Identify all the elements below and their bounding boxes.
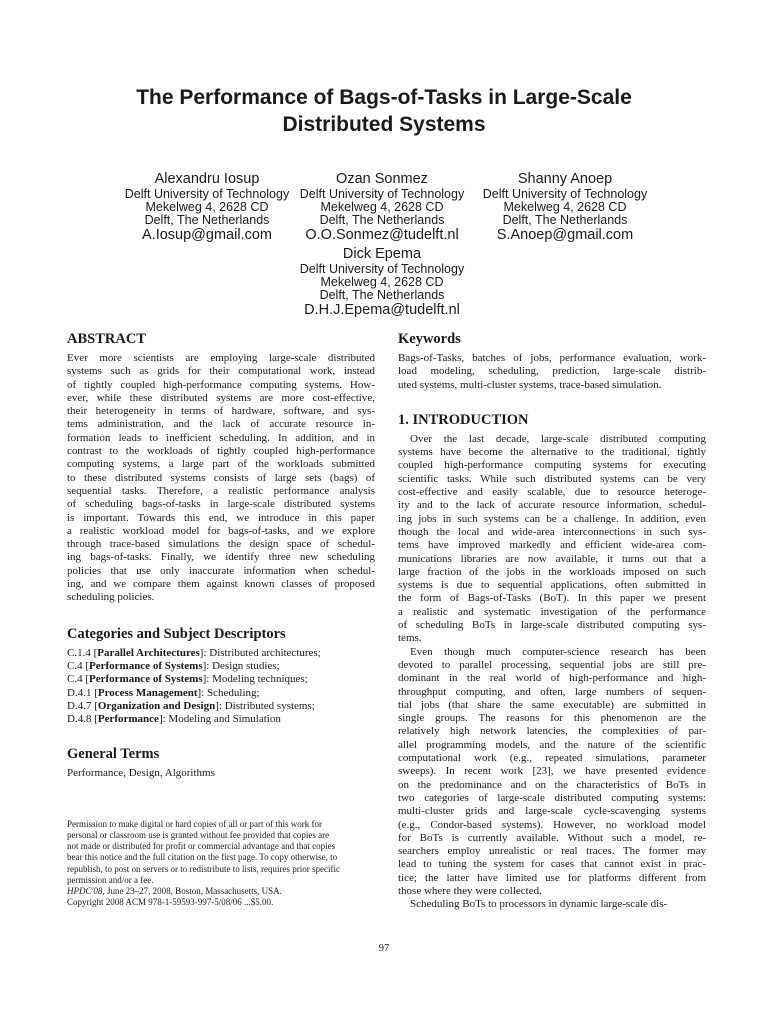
author-address: Mekelweg 4, 2628 CD: [503, 200, 627, 214]
author-affiliation: Delft University of Technology: [299, 187, 465, 201]
intro-line: systems is due to sequential applications, often submitted in: [398, 579, 706, 592]
permission-notice: [67, 819, 375, 909]
intro-line: on the predominance and on the characteristics of BoTs in: [398, 778, 706, 791]
abstract-line: ing bags-of-tasks. Finally, we identify three new scheduling: [67, 551, 375, 564]
author-address: Mekelweg 4, 2628 CD: [320, 275, 444, 289]
intro-line: systems have become the alternative to the traditional, tightly: [398, 446, 706, 459]
intro-line: for BoTs is currently available. Without such a model, re-: [398, 831, 706, 844]
abstract-line: Ever more scientists are employing large-scale distributed: [67, 352, 375, 364]
left-column: [67, 330, 375, 908]
intro-line: a realistic and systematic investigation of the performance: [398, 605, 706, 618]
author-name: Alexandru Iosup: [154, 171, 260, 187]
page-number: 97: [378, 943, 390, 954]
intro-line: the form of Bags-of-Tasks (BoT). In this paper we present: [398, 592, 706, 605]
author-email: O.O.Sonmez@tudelft.nl: [305, 227, 459, 243]
intro-line: munications libraries are now available, it turns out that a: [398, 552, 706, 565]
intro-line: (e.g., Condor-based systems). However, no workload model: [398, 818, 706, 831]
intro-line: lead to tuning the system for cases that cannot exist in prac-: [398, 858, 706, 871]
intro-line: tial jobs (that share the same executable) are submitted in: [398, 698, 706, 711]
intro-line: computational work (e.g., repeated simulations, parameter: [398, 752, 706, 765]
author-city: Delft, The Netherlands: [502, 213, 628, 227]
abstract-line: a realistic workload model for bags-of-tasks, and we explore: [67, 524, 375, 537]
abstract-heading: ABSTRACT: [67, 331, 146, 347]
intro-line: devoted to parallel processing, sequential jobs are still pre-: [398, 658, 706, 671]
intro-line: Scheduling BoTs to processors in dynamic large-scale dis-: [410, 898, 668, 911]
category-item: D.4.8 [Performance]: Modeling and Simulation: [67, 713, 281, 726]
intro-line: ing jobs in such systems can be a challenge. In addition, even: [398, 512, 706, 525]
abstract-line: of tightly coupled high-performance computing systems. How-: [67, 378, 375, 391]
abstract-line: sequential tasks. Therefore, a realistic performance analysis: [67, 484, 375, 497]
intro-line: dominant in the real world of high-performance and high-: [398, 672, 706, 685]
intro-line: coupled high-performance computing systems for executing: [398, 459, 706, 472]
author-city: Delft, The Netherlands: [319, 288, 445, 302]
author-affiliation: Delft University of Technology: [482, 187, 648, 201]
abstract-text: [67, 352, 375, 605]
intro-line: ity and to the lack of accurate resource information, schedul-: [398, 499, 706, 512]
abstract-line: their heterogeneity in terms of hardware, software, and sys-: [67, 405, 375, 418]
right-column: [398, 330, 706, 912]
category-item: C.4 [Performance of Systems]: Design studies;: [67, 659, 280, 672]
intro-line: scientific tasks. While such distributed systems can be very: [398, 472, 706, 485]
intro-line: throughput computing, and often, large numbers of sequen-: [398, 685, 706, 698]
abstract-line: computing systems, a large part of the workloads submitted: [67, 458, 375, 471]
venue-line: HPDC'08, June 23–27, 2008, Boston, Massachusetts, USA.: [67, 885, 282, 896]
author-name: Dick Epema: [342, 246, 422, 262]
categories-list: [67, 647, 375, 727]
author-block: [112, 170, 302, 243]
author-block: [287, 245, 477, 318]
title-line-1: The Performance of Bags-of-Tasks in Large-Scale: [136, 86, 632, 109]
abstract-line: tems administration, and the lack of accurate resource in-: [67, 418, 375, 431]
intro-line: cost-effective and easily scalable, due to resource heteroge-: [398, 486, 706, 499]
intro-line: searchers employ unrealistic or real traces. The former may: [398, 845, 706, 858]
introduction-heading: 1. INTRODUCTION: [398, 411, 529, 428]
introduction-text: [398, 433, 706, 912]
intro-line: those where they were collected.: [398, 884, 542, 897]
author-name: Ozan Sonmez: [336, 171, 428, 187]
keywords-line: Bags-of-Tasks, batches of jobs, performance evaluation, work-: [398, 352, 706, 364]
category-item: D.4.7 [Organization and Design]: Distributed systems;: [67, 699, 315, 712]
permission-line: bear this notice and the full citation on the first page. To copy otherwise, to: [67, 852, 338, 863]
intro-line: of scheduling BoTs in large-scale distributed computing sys-: [398, 619, 706, 632]
keywords-heading: Keywords: [398, 331, 461, 347]
intro-line: tems.: [398, 632, 422, 645]
permission-line: personal or classroom use is granted without fee provided that copies are: [67, 829, 330, 840]
intro-line: though the local and wide-area interconnections in such sys-: [398, 525, 706, 538]
abstract-line: systems such as grids for their computational work, instead: [67, 365, 375, 378]
permission-line: permission and/or a fee.: [67, 874, 154, 885]
author-city: Delft, The Netherlands: [319, 213, 445, 227]
intro-line: allel programming models, and the nature of the scientific: [398, 738, 706, 751]
author-block: [470, 170, 660, 243]
abstract-line: policies that use only inaccurate information when schedul-: [67, 564, 375, 577]
intro-line: Over the last decade, large-scale distributed computing: [410, 432, 706, 445]
abstract-line: of scheduling bags-of-tasks in large-scale distributed systems: [67, 498, 375, 511]
abstract-line: through trace-based simulations the design space of schedul-: [67, 538, 375, 551]
category-item: C.4 [Performance of Systems]: Modeling techniques;: [67, 673, 308, 686]
abstract-line: contrast to the workloads of tightly coupled high-performance: [67, 445, 375, 458]
abstract-line: ever, while these distributed systems are more cost-effective,: [67, 391, 375, 404]
author-affiliation: Delft University of Technology: [299, 262, 465, 276]
author-block: [287, 170, 477, 243]
author-city: Delft, The Netherlands: [144, 213, 270, 227]
author-affiliation: Delft University of Technology: [124, 187, 290, 201]
intro-line: sweeps). In recent work [23], we have presented evidence: [398, 765, 706, 778]
categories-heading: Categories and Subject Descriptors: [67, 625, 286, 642]
author-email: A.Iosup@gmail.com: [142, 227, 272, 243]
abstract-line: is important. Towards this end, we introduce in this paper: [67, 511, 375, 524]
permission-line: republish, to post on servers or to redistribute to lists, requires prior specific: [67, 863, 340, 874]
abstract-line: scheduling policies.: [67, 591, 155, 604]
permission-line: Permission to make digital or hard copies of all or part of this work for: [67, 818, 322, 829]
author-email: D.H.J.Epema@tudelft.nl: [304, 302, 460, 318]
general-terms-heading: General Terms: [67, 746, 160, 763]
intro-line: two categories of large-scale distributed computing systems:: [398, 791, 706, 804]
permission-line: not made or distributed for profit or commercial advantage and that copies: [67, 841, 336, 852]
keywords-line: load modeling, scheduling, prediction, large-scale distrib-: [398, 365, 706, 378]
author-address: Mekelweg 4, 2628 CD: [320, 200, 444, 214]
abstract-line: ing, and we compare them against known classes of proposed: [67, 578, 375, 591]
author-email: S.Anoep@gmail.com: [496, 227, 634, 243]
category-item: D.4.1 [Process Management]: Scheduling;: [67, 686, 260, 699]
author-name: Shanny Anoep: [517, 171, 613, 187]
title-line-2: Distributed Systems: [282, 113, 486, 136]
intro-line: multi-cluster grids and large-scale cycle-scavenging systems: [398, 805, 706, 818]
intro-line: tice; the latter have limited use for platforms different from: [398, 871, 706, 884]
intro-line: relatively high network latencies, the complexities of par-: [398, 725, 706, 738]
intro-line: single groups. The reasons for this phenomenon are the: [398, 712, 706, 725]
abstract-line: formation leads to inefficient scheduling. In addition, and in: [67, 431, 375, 444]
abstract-line: to these distributed systems consists of large sets (bags) of: [67, 471, 375, 484]
author-address: Mekelweg 4, 2628 CD: [145, 200, 269, 214]
category-item: C.1.4 [Parallel Architectures]: Distributed architectures;: [67, 646, 321, 659]
keywords-text: [398, 352, 706, 392]
keywords-line: uted systems, multi-cluster systems, trace-based simulation.: [398, 378, 662, 391]
intro-line: Even though much computer-science research has been: [410, 645, 706, 658]
copyright-line: Copyright 2008 ACM 978-1-59593-997-5/08/06 ...$5.00.: [67, 897, 274, 908]
paper-title: [60, 84, 708, 138]
intro-line: large fraction of the jobs in the workloads imposed on such: [398, 565, 706, 578]
general-terms-text: Performance, Design, Algorithms: [67, 767, 215, 780]
intro-line: tems have improved markedly and efficient wide-area com-: [398, 539, 706, 552]
